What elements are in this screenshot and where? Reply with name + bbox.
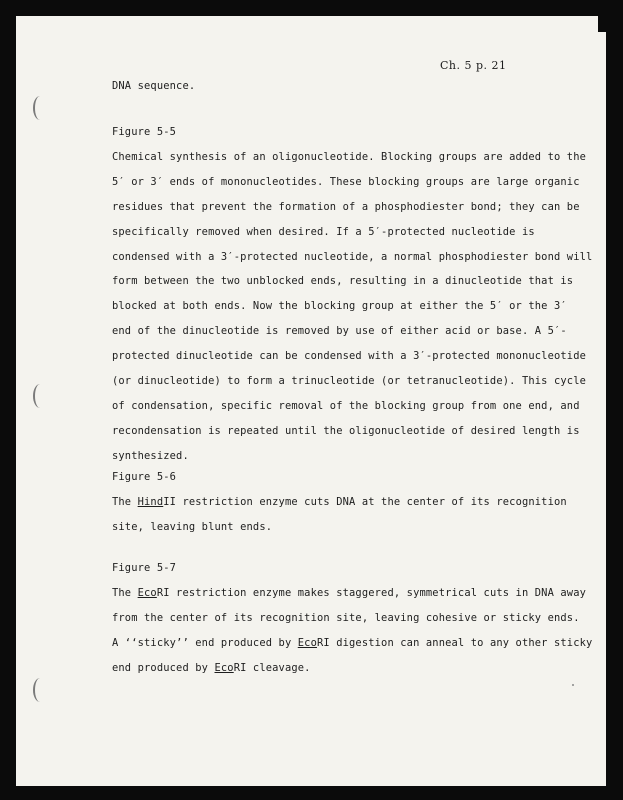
caption-line: A ‘‘sticky’’ end produced by EcoRI digestion can anneal to any other sticky xyxy=(112,636,593,649)
caption-line: residues that prevent the formation of a phosphodiester bond; they can be xyxy=(112,200,580,213)
figure-5-5-section xyxy=(112,120,593,469)
caption-line: The EcoRI restriction enzyme makes staggered, symmetrical cuts in DNA away xyxy=(112,586,587,599)
figure-5-7-section xyxy=(112,556,593,681)
intro-line: DNA sequence. xyxy=(112,80,196,92)
caption-line: form between the two unblocked ends, resulting in a dinucleotide that is xyxy=(112,275,574,288)
caption-line: 5′ or 3′ ends of mononucleotides. These blocking groups are large organic xyxy=(112,175,580,188)
enzyme-name: Eco xyxy=(214,661,234,674)
caption-line: of condensation, specific removal of the blocking group from one end, and xyxy=(112,399,580,412)
figure-5-5-title: Figure 5-5 xyxy=(112,126,177,138)
caption-line: site, leaving blunt ends. xyxy=(112,520,273,533)
figure-5-6-section xyxy=(112,465,567,540)
figure-5-7-title: Figure 5-7 xyxy=(112,562,177,574)
enzyme-name: Eco xyxy=(297,636,317,649)
binder-hole-middle xyxy=(33,384,47,408)
figure-5-6-title: Figure 5-6 xyxy=(112,471,177,483)
scan-corner xyxy=(598,16,606,32)
page-header: Ch. 5 p. 21 xyxy=(440,59,507,72)
enzyme-name: Hind xyxy=(137,495,164,508)
caption-line: (or dinucleotide) to form a trinucleotide (or tetranucleotide). This cycle xyxy=(112,375,587,388)
caption-line: blocked at both ends. Now the blocking group at either the 5′ or the 3′ xyxy=(112,300,567,313)
caption-line: Chemical synthesis of an oligonucleotide. Blocking groups are added to the xyxy=(112,150,587,163)
caption-line: from the center of its recognition site, leaving cohesive or sticky ends. xyxy=(112,611,580,624)
caption-line: condensed with a 3′-protected nucleotide, a normal phosphodiester bond will xyxy=(112,250,593,263)
binder-hole-top xyxy=(33,96,47,120)
caption-line: end of the dinucleotide is removed by use of either acid or base. A 5′- xyxy=(112,325,567,338)
caption-line: specifically removed when desired. If a 5′-protected nucleotide is xyxy=(112,225,535,238)
enzyme-name: Eco xyxy=(137,586,157,599)
caption-line: protected dinucleotide can be condensed with a 3′-protected mononucleotide xyxy=(112,350,587,363)
document-page xyxy=(16,16,606,786)
caption-line: recondensation is repeated until the oligonucleotide of desired length is xyxy=(112,424,580,437)
caption-line: end produced by EcoRI cleavage. xyxy=(112,661,311,674)
caption-line: synthesized. xyxy=(112,449,189,462)
binder-hole-bottom xyxy=(33,678,47,702)
caption-line: The HindII restriction enzyme cuts DNA at the center of its recognition xyxy=(112,495,567,508)
scan-speck xyxy=(572,684,574,686)
